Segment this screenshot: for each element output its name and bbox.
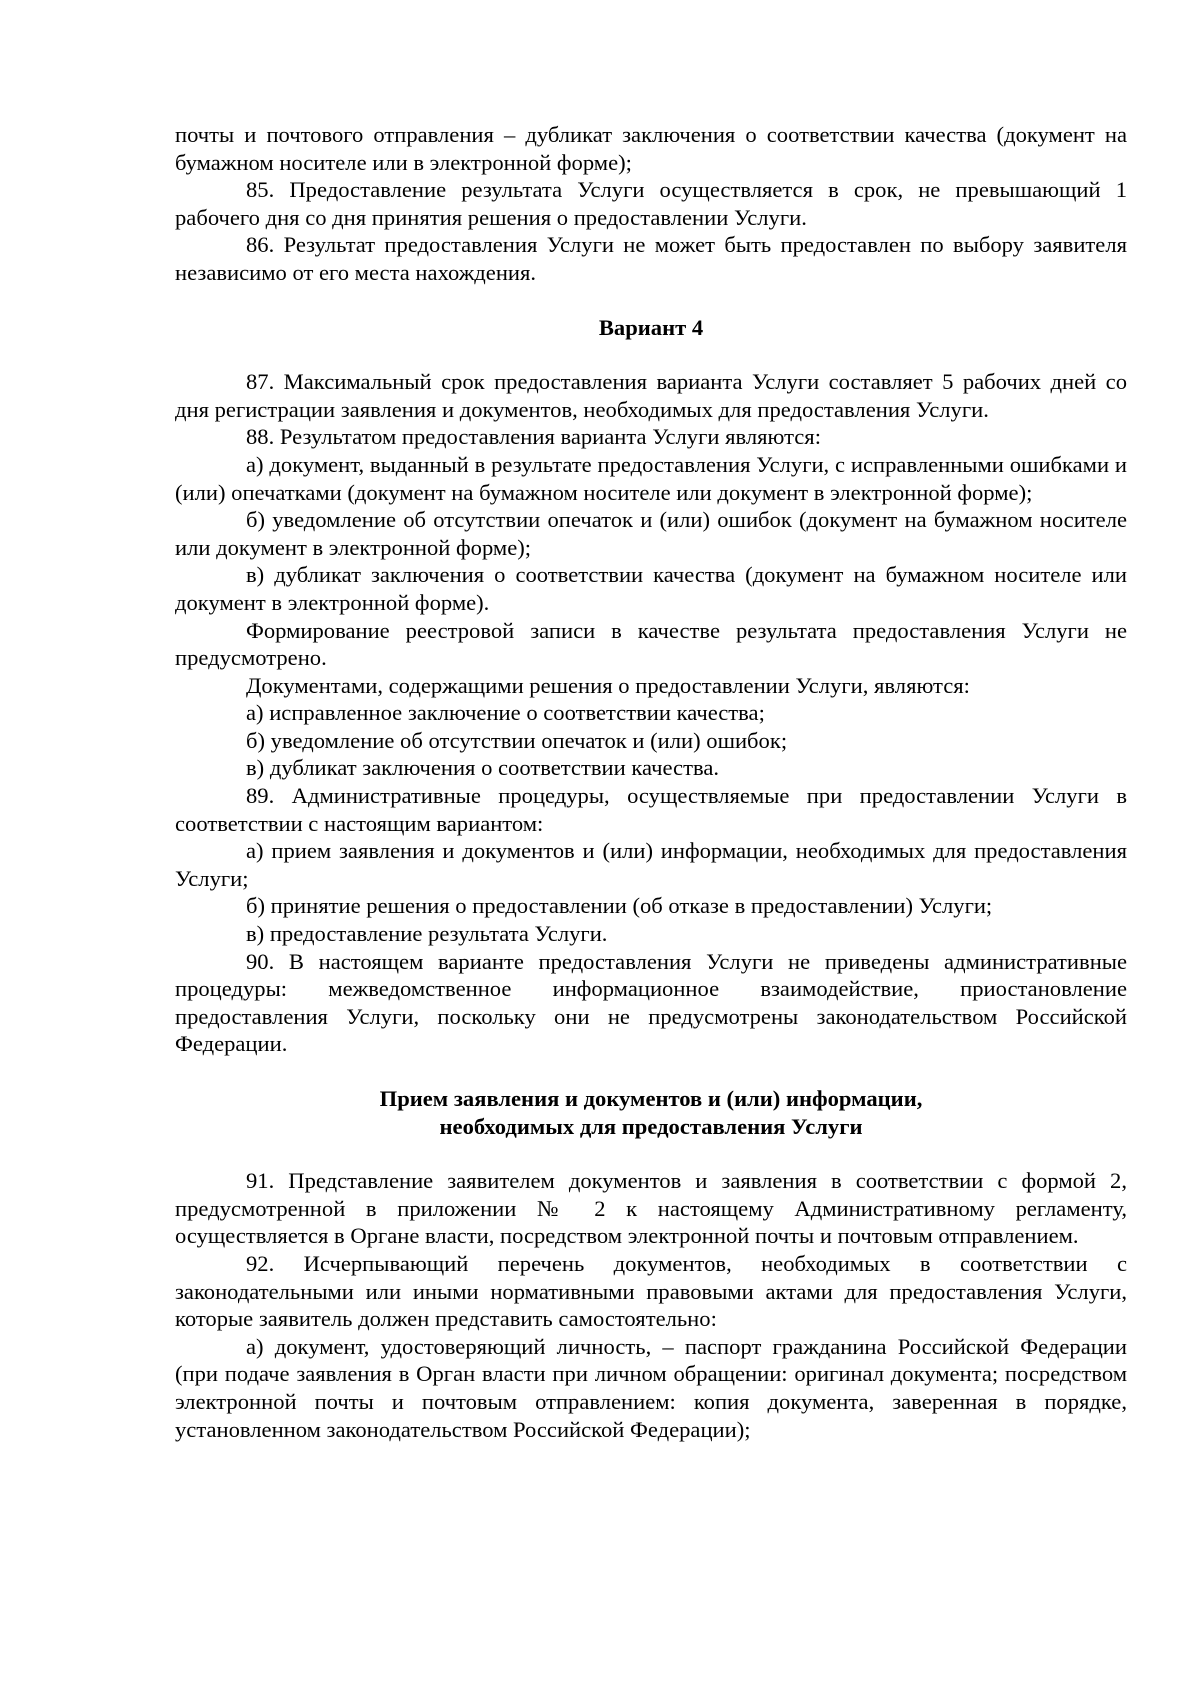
paragraph-88-a: а) документ, выданный в результате предоставления Услуги, с исправленными ошибками и (или) опечатками (документ на бумажном носителе или документ в электронной форме);	[175, 451, 1127, 505]
paragraph-90: 90. В настоящем варианте предоставления Услуги не приведены административные процедуры: межведомственное информационное взаимодействие, приостановление предоставления Услуги, поскольку они не предусмотрены законодательством Российской Федерации.	[175, 948, 1127, 1057]
paragraph-registry-record: Формирование реестровой записи в качестве результата предоставления Услуги не предусмотрено.	[175, 617, 1127, 671]
heading-line-2: необходимых для предоставления Услуги	[439, 1113, 863, 1139]
paragraph-88: 88. Результатом предоставления варианта Услуги являются:	[246, 424, 821, 450]
section-body	[175, 1167, 1127, 1443]
heading-application-reception	[175, 1085, 1127, 1140]
paragraph-91: 91. Представление заявителем документов и заявления в соответствии с формой 2, предусмотренной в приложении № 2 к настоящему Административному регламенту, осуществляется в Органе власти, посредством электронной почты и почтовым отправлением.	[175, 1168, 1127, 1249]
paragraph-89-a: а) прием заявления и документов и (или) информации, необходимых для предоставления Услуги;	[175, 838, 1127, 891]
paragraph-86: 86. Результат предоставления Услуги не может быть предоставлен по выбору заявителя независимо от его места нахождения.	[175, 232, 1127, 285]
variant-4-body	[175, 368, 1127, 1058]
paragraph-89: 89. Административные процедуры, осуществляемые при предоставлении Услуги в соответствии с настоящим вариантом:	[175, 783, 1127, 836]
paragraph-decision-a: а) исправленное заключение о соответствии качества;	[246, 700, 765, 726]
paragraph-89-b: б) принятие решения о предоставлении (об отказе в предоставлении) Услуги;	[246, 893, 993, 919]
document-page	[175, 121, 1127, 1443]
paragraph-85: 85. Предоставление результата Услуги осуществляется в срок, не превышающий 1 рабочего дня со дня принятия решения о предоставлении Услуги.	[175, 177, 1127, 230]
paragraph-decision-documents: Документами, содержащими решения о предоставлении Услуги, являются:	[246, 672, 970, 698]
paragraph-89-v: в) предоставление результата Услуги.	[246, 921, 608, 947]
paragraph-92: 92. Исчерпывающий перечень документов, необходимых в соответствии с законодательными или иными нормативными правовыми актами для предоставления Услуги, которые заявитель должен представить самостоятельно:	[175, 1250, 1127, 1332]
paragraph-87: 87. Максимальный срок предоставления варианта Услуги составляет 5 рабочих дней со дня регистрации заявления и документов, необходимых для предоставления Услуги.	[175, 369, 1127, 422]
paragraph-88-v: в) дубликат заключения о соответствии качества (документ на бумажном носителе или документ в электронной форме).	[175, 562, 1127, 615]
paragraph-88-b: б) уведомление об отсутствии опечаток и (или) ошибок (документ на бумажном носителе или документ в электронной форме);	[175, 507, 1127, 560]
paragraph-decision-b: б) уведомление об отсутствии опечаток и (или) ошибок;	[246, 727, 788, 753]
heading-variant-4: Вариант 4	[598, 314, 704, 340]
paragraph-continuation: почты и почтового отправления – дубликат заключения о соответствии качества (документ на бумажном носителе или в электронной форме);	[175, 122, 1127, 175]
paragraph-decision-v: в) дубликат заключения о соответствии качества.	[246, 755, 719, 781]
paragraph-92-a: а) документ, удостоверяющий личность, – паспорт гражданина Российской Федерации (при подаче заявления в Орган власти при личном обращении: оригинал документа; посредством электронной почты и почтовым отправлением: копия документа, заверенная в порядке, установленном законодательством Российской Федерации);	[175, 1333, 1127, 1442]
heading-line-1: Прием заявления и документов и (или) информации,	[379, 1086, 923, 1111]
